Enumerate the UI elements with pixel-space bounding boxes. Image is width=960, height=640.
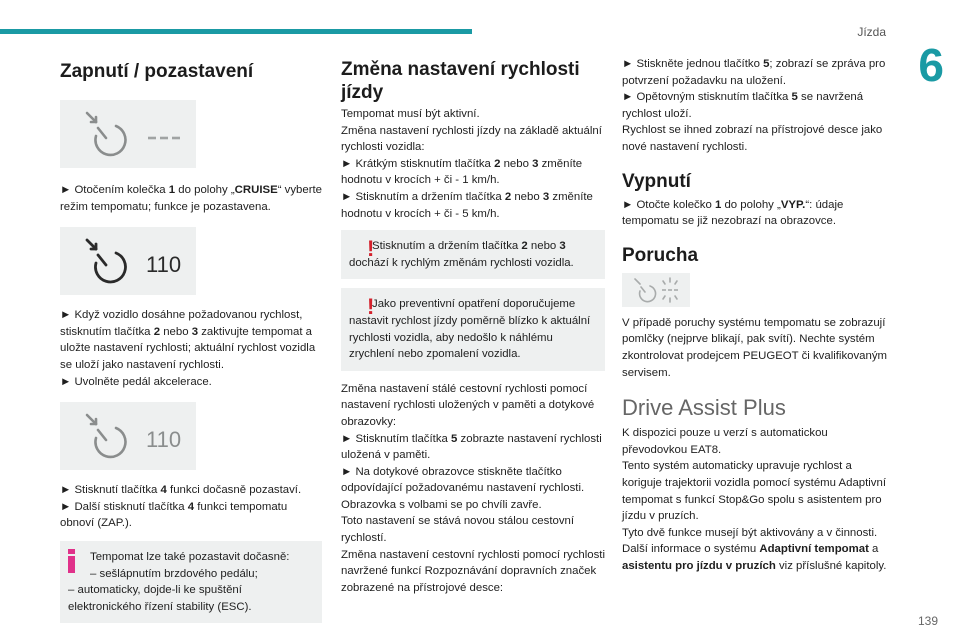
- speed-value: 110: [146, 252, 182, 278]
- heading-zapnuti: Zapnutí / pozastavení: [60, 61, 254, 82]
- warning-note-2: ! Jako preventivní opatření doporučujeme nastavit rychlost jízdy poměrně blízko k aktuální rychlosti vozidla, aby nedošlo k náhlému zrychlení nebo zpomalení vozidla.: [341, 288, 605, 370]
- cruise-control-icon: [60, 402, 196, 470]
- chapter-number: 6: [918, 39, 944, 91]
- text-nastaveni: Toto nastavení se stává novou stálou cestovní rychlostí.: [341, 515, 575, 545]
- text-porucha: V případě poruchy systému tempomatu se zobrazují pomlčky (nejprve blikají, pak svítí). Nechte systém zkontrolovat prodejcem PEUGEOT či kvalifikovaným servisem.: [622, 316, 888, 379]
- exclamation-icon: !: [367, 236, 375, 262]
- column-3: [622, 56, 888, 574]
- text-stisknutim-5: ► Stisknutím tlačítka 5 zobrazte nastavení rychlosti uložená v paměti.: [341, 432, 602, 462]
- text-dalsi-stisknuti-4: ► Další stisknutí tlačítka 4 funkci tempomatu obnoví (ZAP.).: [60, 500, 288, 530]
- illustration-cruise-paused: [60, 100, 196, 168]
- text-stisknete-5: ► Stiskněte jednou tlačítko 5; zobrazí se zpráva pro potvrzení požadavku na uložení.: [622, 58, 886, 87]
- cruise-control-icon: [60, 227, 196, 295]
- text-tento-system: Tento systém automaticky upravuje rychlost a koriguje trajektorii vozidla pomocí systému Adaptivní tempomat s funkcí Stop&Go spolu s asistentem pro jízdu v pruzích.: [622, 460, 887, 523]
- text-obrazovka: Obrazovka s volbami se po chvíli zavře.: [341, 498, 542, 511]
- illustration-cruise-suspended: [60, 402, 196, 470]
- text-rozpoznavani: Změna nastavení cestovní rychlosti pomocí rychlosti navržené funkcí Rozpoznávání dopravních značek zobrazené na přístrojové desce:: [341, 548, 605, 594]
- heading-porucha: Porucha: [622, 244, 699, 266]
- text-kratkym: ► Krátkým stisknutím tlačítka 2 nebo 3 změníte hodnotu v krocích + či - 1 km/h.: [341, 157, 583, 187]
- text-tyto-dve: Tyto dvě funkce musejí být aktivovány a v činnosti.: [622, 526, 878, 539]
- info-icon: [68, 549, 75, 573]
- text-kdyz-vozidlo: ► Když vozidlo dosáhne požadovanou rychlost, stisknutím tlačítka 2 nebo 3 zaktivujte tempomat a uložte nastavení rychlosti; aktuální rychlost vozidla se uloží jako nastavení rychlosti.: [60, 309, 316, 371]
- info-note: Tempomat lze také pozastavit dočasně: – sešlápnutím brzdového pedálu; – automaticky, dojde-li ke spuštění elektronického řízení stability (ESC).: [60, 541, 322, 623]
- text-tempomat-aktivni: Tempomat musí být aktivní.: [341, 108, 480, 120]
- text-stisknuti-4: ► Stisknutí tlačítka 4 funkci dočasně pozastaví.: [60, 484, 302, 497]
- text-opetovnym: ► Opětovným stisknutím tlačítka 5 se navržená rychlost uloží.: [622, 91, 864, 120]
- section-title: Jízda: [857, 25, 886, 39]
- heading-zmena: Změna nastavení rychlosti jízdy: [341, 59, 580, 103]
- cruise-control-icon: [60, 100, 196, 168]
- text-drzenim: ► Stisknutím a držením tlačítka 2 nebo 3 změníte hodnotu v krocích + či - 5 km/h.: [341, 190, 593, 220]
- text-dalsi-informace: Další informace o systému Adaptivní tempomat a asistentu pro jízdu v pruzích viz příslušné kapitoly.: [622, 543, 887, 572]
- exclamation-icon: !: [367, 294, 375, 320]
- cruise-control-icon: [622, 273, 690, 307]
- column-1: [60, 56, 322, 623]
- text-zmena-aktualni: Změna nastavení rychlosti jízdy na základě aktuální rychlosti vozidla:: [341, 124, 602, 154]
- column-2: [341, 56, 605, 596]
- text-dotykova: ► Na dotykové obrazovce stiskněte tlačítko odpovídající požadovanému nastavení rychlosti.: [341, 465, 585, 495]
- speed-value: 110: [146, 427, 182, 453]
- illustration-cruise-fault: [622, 273, 690, 307]
- text-rychlost-ihned: Rychlost se ihned zobrazí na přístrojové desce jako nové nastavení rychlosti.: [622, 124, 883, 153]
- header-accent-bar: [0, 29, 472, 34]
- text-zmena-pamet: Změna nastavení stálé cestovní rychlosti pomocí nastavení rychlosti uložených v paměti a dotykové obrazovky:: [341, 382, 595, 428]
- heading-drive-assist: Drive Assist Plus: [622, 395, 786, 421]
- text-uvolnete: ► Uvolněte pedál akcelerace.: [60, 375, 212, 388]
- warning-note-1: ! Stisknutím a držením tlačítka 2 nebo 3 dochází k rychlým změnám rychlosti vozidla.: [341, 230, 605, 279]
- page-number: 139: [917, 614, 938, 628]
- text-otoceni: ► Otočením kolečka 1 do polohy „CRUISE“ vyberte režim tempomatu; funkce je pozastavena.: [60, 184, 323, 213]
- text-k-dispozici: K dispozici pouze u verzí s automatickou převodovkou EAT8.: [622, 427, 828, 456]
- illustration-cruise-active: [60, 227, 196, 295]
- heading-vypnuti: Vypnutí: [622, 170, 691, 192]
- text-otocte: ► Otočte kolečko 1 do polohy „VYP.“: údaje tempomatu se již nezobrazí na obrazovce.: [622, 198, 844, 228]
